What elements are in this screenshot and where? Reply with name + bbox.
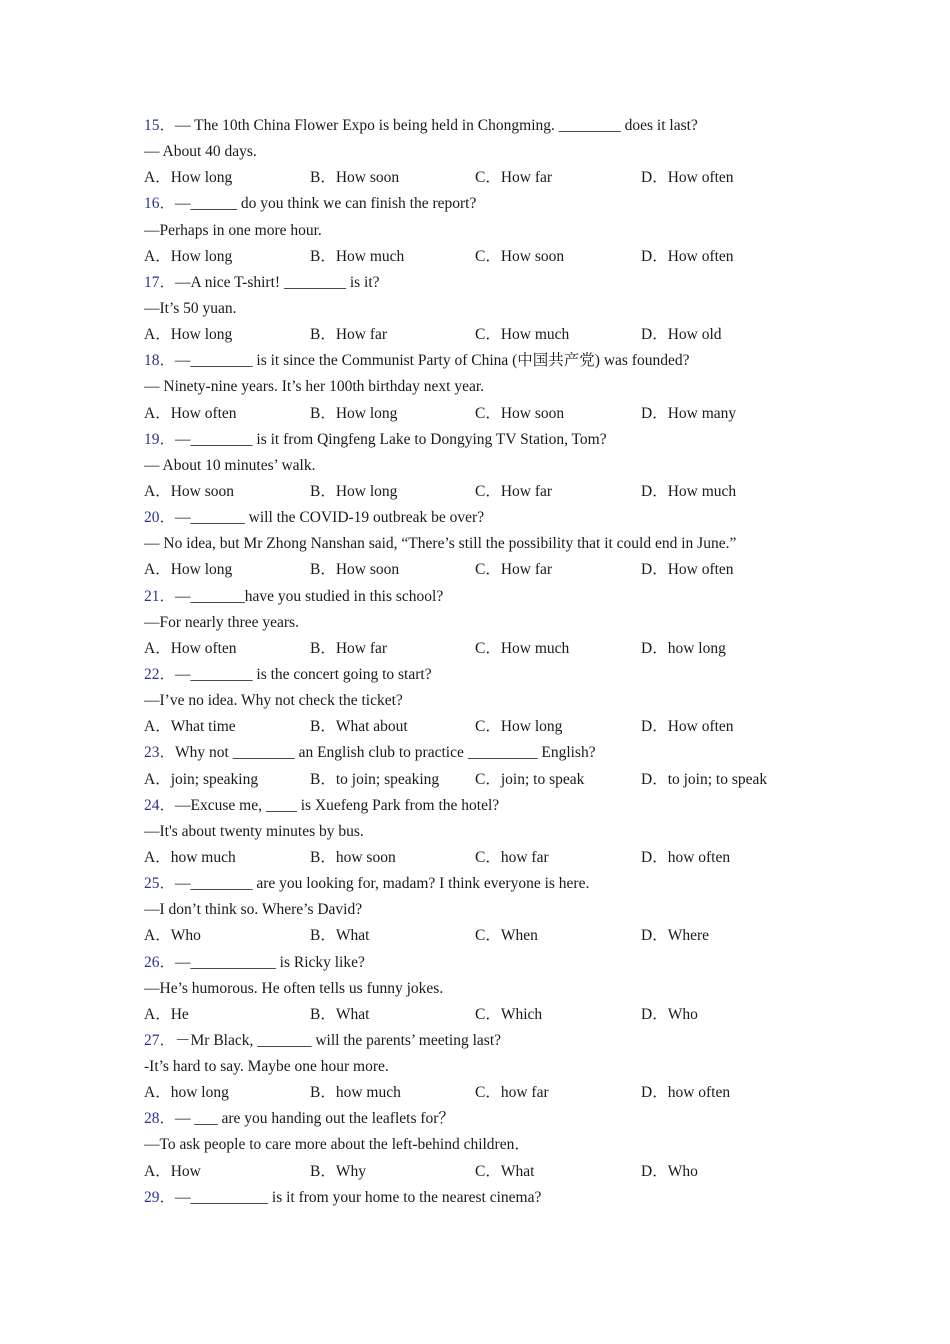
question-stem: —___________ is Ricky like? [175,953,365,971]
question-number: 26． [144,953,176,971]
answer-option: B．How far [310,326,388,344]
answer-option: C．how far [475,1084,549,1102]
question-item [144,191,864,269]
answer-option: C．What [475,1162,535,1180]
question-list [144,113,864,1211]
answer-option: C．How much [475,639,570,657]
answer-option: C．How much [475,326,570,344]
question-stem-line [144,871,864,897]
question-stem-line [144,793,864,819]
question-item [144,505,864,583]
question-stem: — The 10th China Flower Expo is being held in Chongming. ________ does it last? [175,117,698,134]
question-number: 25． [144,875,176,893]
answer-option: A．He [144,1005,189,1023]
question-stem: —________ is it since the Communist Party of China (中国共产党) was founded? [175,352,690,370]
answer-option: A．join; speaking [144,770,259,788]
question-number: 15． [144,117,176,134]
question-stem-line [144,348,864,374]
answer-option: B．What [310,1005,370,1023]
question-reply: — No idea, but Mr Zhong Nanshan said, “There’s still the possibility that it could end in June.” [144,535,737,553]
answer-option: D．How often [641,169,734,187]
answer-option: A．How long [144,326,233,344]
answer-options [144,845,864,871]
question-stem-line [144,427,864,453]
question-reply: —For nearly three years. [144,613,299,631]
answer-option: A．How often [144,404,237,422]
question-number: 21． [144,587,176,605]
answer-option: C．How soon [475,247,565,265]
question-stem: —________ is it from Qingfeng Lake to Dongying TV Station, Tom? [175,430,607,448]
answer-option: C．join; to speak [475,770,585,788]
question-number: 27． [144,1031,176,1049]
answer-options [144,165,864,191]
question-number: 29． [144,1188,176,1206]
question-stem-line [144,1106,864,1132]
question-reply: — About 10 minutes’ walk. [144,456,316,474]
answer-options [144,244,864,270]
answer-option: D．How often [641,561,734,579]
question-reply: —I don’t think so. Where’s David? [144,901,363,919]
question-item [144,348,864,426]
question-item [144,113,864,191]
answer-option: D．How often [641,247,734,265]
answer-option: B．Why [310,1162,366,1180]
question-number: 28． [144,1110,176,1128]
question-stem-line [144,191,864,217]
answer-option: B．How soon [310,169,400,187]
answer-option: B．How long [310,482,398,500]
answer-options [144,1159,864,1185]
answer-option: B．What [310,927,370,945]
question-stem-line [144,662,864,688]
answer-option: C．How far [475,169,553,187]
question-item [144,1028,864,1106]
question-item [144,740,864,792]
answer-option: C．How far [475,482,553,500]
answer-options [144,322,864,348]
answer-option: A．How long [144,169,233,187]
question-stem-line [144,584,864,610]
question-number: 18． [144,352,176,370]
question-stem: —_______have you studied in this school? [175,587,444,605]
answer-option: D．how often [641,1084,731,1102]
answer-option: A．How [144,1162,201,1180]
answer-option: D．how long [641,639,726,657]
answer-option: C．How far [475,561,553,579]
question-number: 20． [144,509,176,527]
question-stem: —Excuse me, ____ is Xuefeng Park from the hotel? [175,796,500,814]
answer-options [144,767,864,793]
answer-option: B．How much [310,247,405,265]
answer-option: D．how often [641,848,731,866]
question-item [144,950,864,1028]
answer-options [144,636,864,662]
answer-option: D．to join; to speak [641,770,768,788]
question-item [144,584,864,662]
question-number: 23． [144,744,176,762]
answer-option: C．Which [475,1005,543,1023]
question-item [144,793,864,871]
answer-option: C．How long [475,718,563,736]
question-stem-line [144,113,864,139]
answer-options [144,1002,864,1028]
answer-option: D．How old [641,326,722,344]
question-item [144,427,864,505]
question-item [144,871,864,949]
answer-option: A．How long [144,247,233,265]
answer-option: A．how much [144,848,236,866]
question-number: 16． [144,195,176,213]
question-number: 24． [144,796,176,814]
answer-option: A．How long [144,561,233,579]
question-item [144,1185,864,1211]
question-reply: -It’s hard to say. Maybe one hour more. [144,1058,389,1076]
answer-option: B．What about [310,718,408,736]
answer-option: B．How soon [310,561,400,579]
answer-option: C．How soon [475,404,565,422]
question-stem-line [144,740,864,766]
answer-option: D．Who [641,1005,698,1023]
question-item [144,270,864,348]
answer-option: D．Who [641,1162,698,1180]
question-stem-line [144,1185,864,1211]
answer-options [144,923,864,949]
answer-option: B．how much [310,1084,401,1102]
question-item [144,1106,864,1184]
question-stem-line [144,950,864,976]
question-number: 19． [144,430,176,448]
answer-option: B．How far [310,639,388,657]
question-reply: —To ask people to care more about the left-behind children． [144,1136,530,1154]
answer-option: A．Who [144,927,201,945]
question-reply: — Ninety-nine years. It’s her 100th birthday next year. [144,378,485,396]
question-number: 22． [144,665,176,683]
answer-option: B．to join; speaking [310,770,440,788]
answer-option: C．how far [475,848,549,866]
answer-options [144,479,864,505]
question-stem-line [144,505,864,531]
question-stem: Why not ________ an English club to practice _________ English? [175,744,596,762]
answer-option: A．How often [144,639,237,657]
answer-option: D．Where [641,927,709,945]
answer-option: D．How often [641,718,734,736]
question-stem: —______ do you think we can finish the report? [175,195,477,213]
question-reply: —I’ve no idea. Why not check the ticket? [144,692,403,710]
question-reply: —Perhaps in one more hour. [144,221,322,239]
answer-option: B．how soon [310,848,396,866]
answer-option: A．how long [144,1084,229,1102]
answer-option: C．When [475,927,538,945]
answer-option: D．How many [641,404,737,422]
question-stem: —_______ will the COVID-19 outbreak be over? [175,509,485,527]
question-stem: — ___ are you handing out the leaflets for？ [175,1110,454,1128]
question-stem-line [144,270,864,296]
answer-option: A．What time [144,718,236,736]
answer-options [144,714,864,740]
question-stem: —________ is the concert going to start? [175,665,432,683]
question-stem: —__________ is it from your home to the nearest cinema? [175,1188,542,1206]
question-stem-line [144,1028,864,1054]
question-stem: —A nice T-shirt! ________ is it? [175,273,380,291]
answer-options [144,557,864,583]
question-stem: －Mr Black, _______ will the parents’ meeting last? [175,1031,502,1049]
answer-option: B．How long [310,404,398,422]
answer-option: D．How much [641,482,737,500]
question-reply: —It’s 50 yuan. [144,299,237,317]
question-reply: — About 40 days. [144,143,257,161]
answer-options [144,401,864,427]
question-reply: —It's about twenty minutes by bus. [144,822,364,840]
question-reply: —He’s humorous. He often tells us funny jokes. [144,979,444,997]
question-item [144,662,864,740]
answer-options [144,1080,864,1106]
question-stem: —________ are you looking for, madam? I think everyone is here. [175,875,590,893]
answer-option: A．How soon [144,482,234,500]
question-number: 17． [144,273,176,291]
